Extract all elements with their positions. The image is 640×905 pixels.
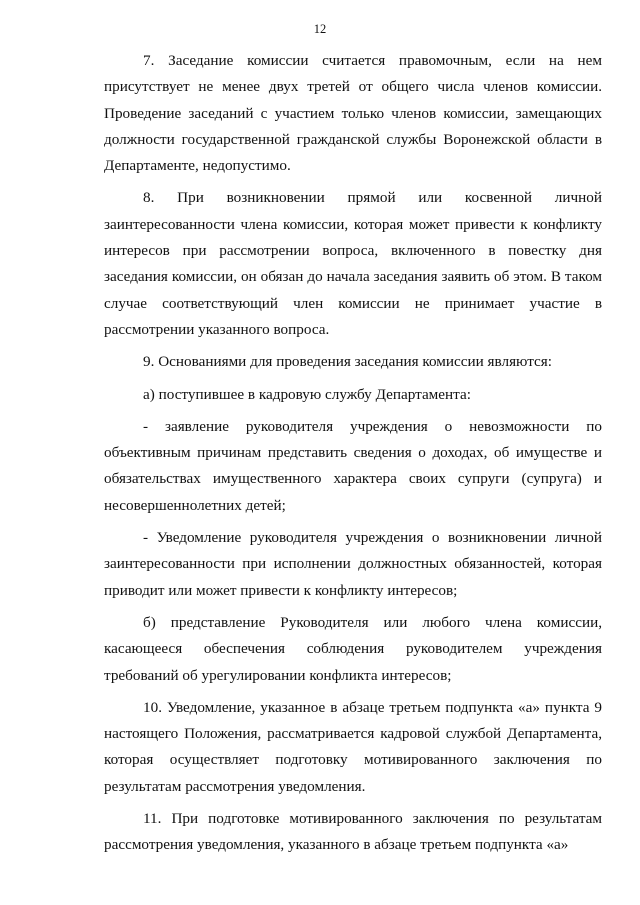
paragraph-11: 11. При подготовке мотивированного заключения по результатам рассмотрения уведомления, указанного в абзаце третьем подпункта «а» <box>104 810 602 854</box>
paragraph-9: 9. Основаниями для проведения заседания комиссии являются: <box>143 353 552 371</box>
subparagraph-a: а) поступившее в кадровую службу Департамента: <box>143 385 471 403</box>
list-item-notification: - Уведомление руководителя учреждения о возникновении личной заинтересованности при исполнении должностных обязанностей, которая приводит или может привести к конфликту интересов; <box>104 529 602 599</box>
paragraph-8: 8. При возникновении прямой или косвенной личной заинтересованности члена комиссии, которая может привести к конфликту интересов при рассмотрении вопроса, включенного в повестку дня заседания комиссии, он обязан до начала заседания заявить об этом. В таком случае соответствующий член комиссии не принимает участие в рассмотрении указанного вопроса. <box>104 189 602 338</box>
paragraph-10: 10. Уведомление, указанное в абзаце третьем подпункта «а» пункта 9 настоящего Положения, рассматривается кадровой службой Департамента, которая осуществляет подготовку мотивированного заключения по результатам рассмотрения уведомления. <box>104 698 602 795</box>
subparagraph-b: б) представление Руководителя или любого члена комиссии, касающееся обеспечения соблюдения руководителем учреждения требований об урегулировании конфликта интересов; <box>104 613 602 684</box>
list-item-statement: - заявление руководителя учреждения о невозможности по объективным причинам представить сведения о доходах, об имуществе и обязательствах имущественного характера своих супруги (супруга) и несовершеннолетних детей; <box>104 417 602 514</box>
paragraph-7: 7. Заседание комиссии считается правомочным, если на нем присутствует не менее двух третей от общего числа членов комиссии. Проведение заседаний с участием только членов комиссии, замещающих должности государственной гражданской службы Воронежской области в Департаменте, недопустимо. <box>104 52 602 175</box>
page-number: 12 <box>313 22 327 36</box>
document-body <box>104 48 602 859</box>
